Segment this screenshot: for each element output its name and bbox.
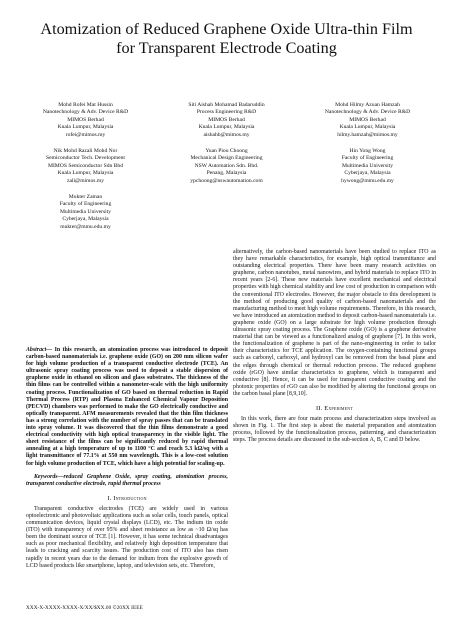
author-org: MIMOS Berhad	[349, 116, 386, 123]
author-location: Kuala Lumpur, Malaysia	[339, 124, 396, 131]
author-location: Penang, Malaysia	[206, 170, 247, 177]
author-block	[0, 102, 453, 231]
author-name: Mukter Zaman	[68, 194, 103, 201]
author-org: MIMOS Berhad	[208, 116, 245, 123]
introduction-continuation: alternatively, the carbon-based nanomaterials have been studied to replace ITO as they have remarkable characteristics, for example, high optical transmittance and outstanding electrical properties. There have been many research activities on graphene, carbon nanotubes, metal nanowires, and hybrid materials to replace ITO in recent years [2-6]. These new materials have excellent mechanical and electrical properties with high chemical stability and low cost of production in comparison with the conventional ITO electrodes. However, the major obstacle to this development is the method of producing good quality of carbon-based nanomaterials and the manufacturing method to meet high volume requirements. Therefore, in this research, we have introduced an atomization method to deposit carbon-based nanomaterials i.e. graphene oxide (GO) on a large substrate for high volume production through ultrasonic spray coating process. The Graphene oxide (GO) is a graphene derivative material that can be viewed as a functionalized analog of graphene [7]. In this work, the functionalization of graphene is part of the nano-engineering in order to tailor their characteristics for TCE application. The oxygen-containing functional groups such as carbonyl, carboxyl, and hydroxyl can be removed from the basal plane and the edges through chemical or thermal reduction process. The reduced graphene oxide (rGO) have similar characteristics to graphene, which is transparent and conductive [8]. Hence, it can be used for transparent conductive coating and the photonic properties of rGO can also be modified by altering the functional groups on the carbon basal plane [8,9,10].	[233, 249, 436, 397]
author-location: Kuala Lumpur, Malaysia	[198, 124, 255, 131]
section-heading-introduction: I. Introduction	[107, 494, 147, 502]
left-column	[26, 347, 228, 570]
author-email: zali@mimos.my	[66, 177, 104, 184]
author-org: NSW Automation Sdn. Bhd.	[194, 162, 259, 169]
author-card	[18, 102, 153, 139]
author-org: Multimedia University	[59, 208, 112, 215]
author-email: aishahb@mimos.my	[203, 131, 250, 138]
author-name: Mohd Rofei Mat Hussin	[58, 102, 113, 108]
author-dept: Process Engineering R&D	[196, 109, 257, 116]
author-dept: Faculty of Engineering	[341, 155, 394, 162]
abstract-text: In this research, an atomization process was introduced to deposit carbon-based nanomaterials i.e. graphene oxide (GO) on 200 mm silicon wafer for high volume production of a transparent conductive electrode (TCE). An ultrasonic spray coating process was used to deposit a stable dispersion of graphene oxide in ethanol on silicon and glass substrates. The thickness of the thin films can be controlled within a nanometer-scale with the high uniformity coating process. Functionalization of GO based on thermal reduction in Rapid Thermal Process (RTP) and Plasma Enhanced Chemical Vapour Deposition (PECVD) chambers was performed to make the GO electrically conductive and optically transparent. AFM measurements revealed that the thin film thickness has a strong correlation with the number of spray passes that can be translated into spray volume. It was discovered that the thin films demonstrate a good electrical conductivity with high optical transparency in the visible light. The sheet resistance of the films can be significantly reduced by rapid thermal annealing at a high temperature of up to 1100 °C and reach 5.3 kΩ/sq with a light transmittance of 77.1% at 550 nm wavelength. This is a low-cost solution for high volume production of TCE, which have a high potential for scaling-up.	[26, 347, 228, 467]
author-row-2	[0, 148, 453, 185]
introduction-paragraph: Transparent conductive electrodes (TCE) are widely used in various optoelectronic and photovoltaic applications such as solar cells, touch panels, optical communication devices, liquid crystal displays (LCD), etc. The indium tin oxide (ITO) with transparency of over 95% and sheet resistance as low as ~10 Ω/sq has been the dominant source of TCE [1]. However, it has some technical disadvantages such as poor mechanical flexibility, and relatively high deposition temperature that leads to cracking and scarcity issues. The production cost of ITO also has risen rapidly in recent years due to the demand for indium from the explosive growth of LCD based products like smartphone, laptop, and television sets, etc. Therefore,	[26, 505, 228, 569]
author-card	[18, 194, 153, 231]
keywords: Keywords—reduced Graphene Oxide, spray coating, atomization process, transparent conductive electrode, rapid thermal process	[26, 473, 228, 487]
author-name: Siti Aishah Mohamad Badaruddin	[188, 102, 265, 108]
author-dept: Faculty of Engineering	[59, 201, 112, 208]
author-org: MIMOS Semiconductor Sdn Bhd	[47, 162, 124, 169]
author-dept: Nanotechnology & Adv. Device R&D	[324, 109, 411, 116]
author-name: Mohd Hilmy Azuan Hamzah	[335, 102, 400, 108]
copyright-footer: XXX-X-XXXX-XXXX-X/XX/$XX.00 ©20XX IEEE	[26, 605, 143, 611]
author-card	[159, 102, 294, 139]
author-dept: Nanotechnology & Adv. Device R&D	[42, 109, 129, 116]
author-card	[18, 148, 153, 185]
author-email: hilmy.hamzah@mimos.my	[337, 131, 398, 138]
section-heading-experiment: II. Experiment	[315, 404, 354, 412]
author-location: Cyberjaya, Malaysia	[62, 216, 109, 223]
author-row-1	[0, 102, 453, 139]
author-card	[300, 102, 435, 139]
author-dept: Semiconductor Tech. Development	[46, 155, 125, 162]
author-org: Multimedia University	[341, 162, 394, 169]
author-email: hywong@mmu.edu.my	[341, 177, 394, 184]
author-card	[300, 148, 435, 185]
author-name: Nik Mohd Razali Mohd Nor	[53, 148, 118, 155]
author-row-3	[0, 194, 453, 231]
experiment-paragraph: In this work, there are four main process and characterization steps involved as shown in Fig. 1. The first step is about the material preparation and atomization process, followed by the functionalization process, patterning, and characterization steps. The process details are discussed in the sub-section A, B, C and D below.	[233, 416, 436, 444]
author-email: ypchoong@nswautomation.com	[190, 177, 263, 184]
paper-title: Atomization of Reduced Graphene Oxide Ultra-thin Film for Transparent Electrode Coating	[40, 20, 413, 57]
author-email: mukter@mmu.edu.my	[60, 223, 111, 230]
author-email: rofei@mimos.my	[65, 131, 106, 138]
right-column	[233, 249, 436, 444]
author-dept: Mechanical Design Engineering	[190, 155, 263, 162]
author-name: Hin Yong Wong	[349, 148, 386, 155]
author-location: Kuala Lumpur, Malaysia	[57, 124, 114, 131]
author-location: Kuala Lumpur, Malaysia	[57, 170, 114, 177]
author-org: MIMOS Berhad	[67, 116, 104, 123]
abstract-label: Abstract—	[26, 347, 53, 353]
author-card	[159, 148, 294, 185]
author-name: Yuan Piou Choong	[205, 148, 248, 155]
abstract	[26, 347, 228, 468]
author-location: Cyberjaya, Malaysia	[344, 170, 391, 177]
